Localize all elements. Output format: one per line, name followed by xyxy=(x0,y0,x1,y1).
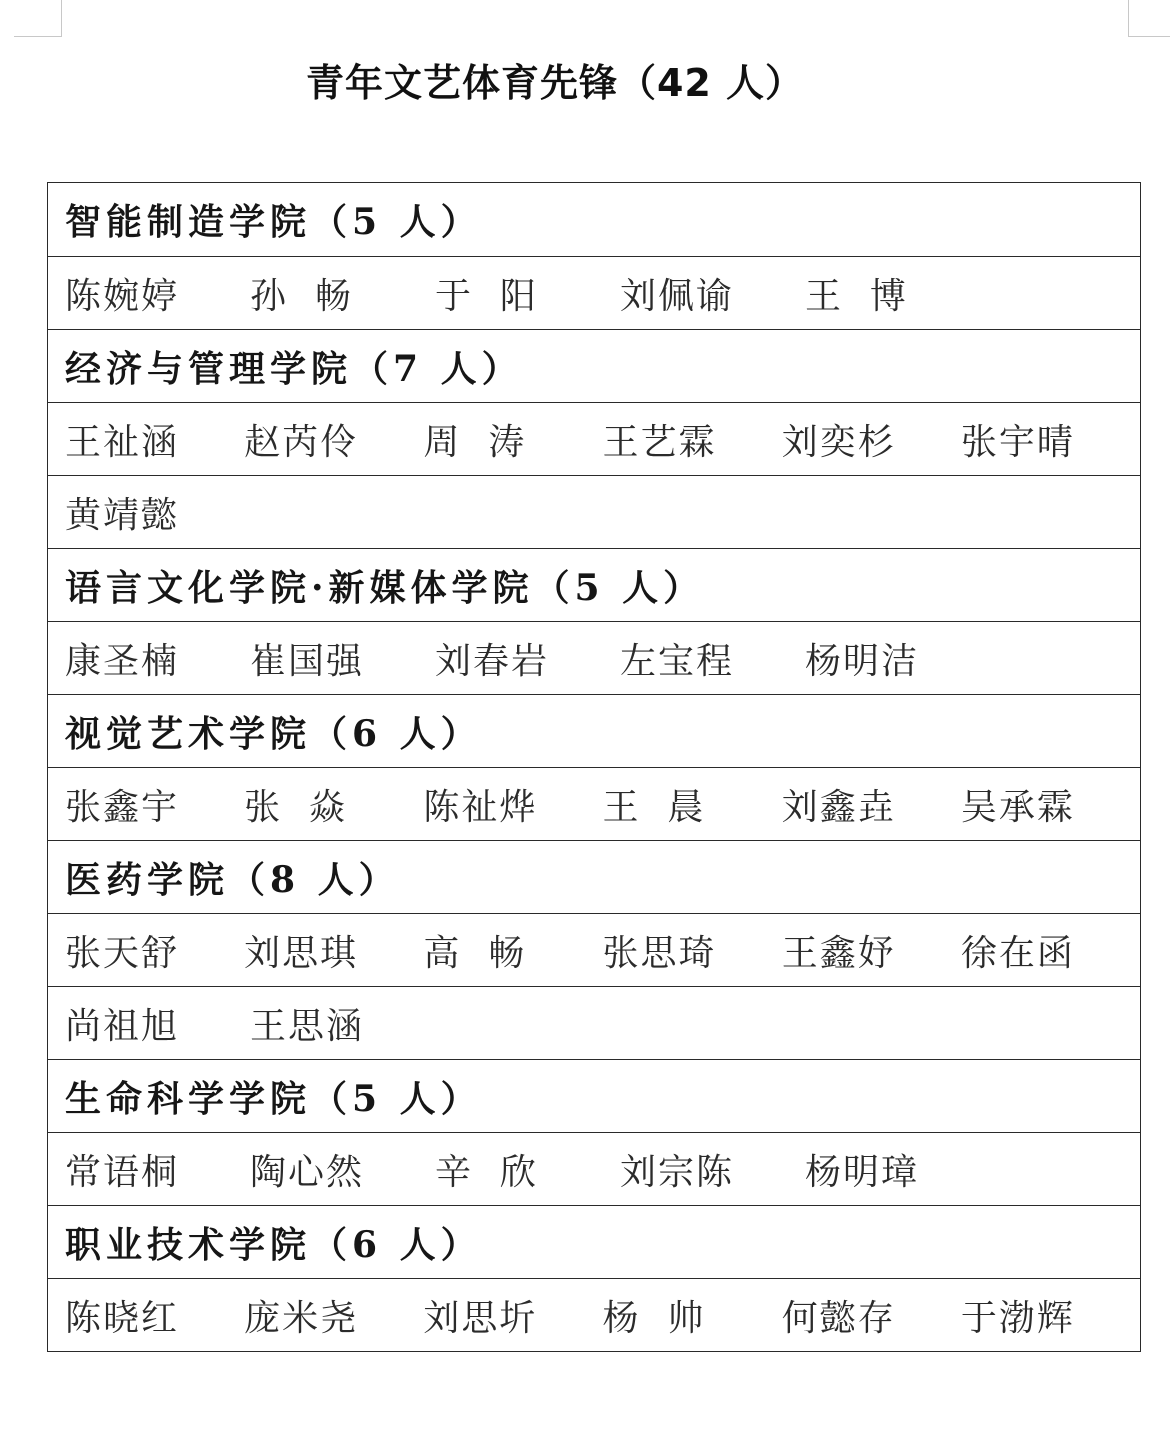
student-name: 王 晨 xyxy=(602,786,706,828)
student-name: 徐在函 xyxy=(960,932,1075,974)
honor-list-table xyxy=(47,182,1141,1352)
student-name: 刘鑫垚 xyxy=(781,786,896,828)
student-name: 高 畅 xyxy=(423,932,527,974)
student-name: 刘思琪 xyxy=(244,932,359,974)
student-name: 张天舒 xyxy=(65,932,180,974)
names-row xyxy=(48,986,1140,1059)
student-name: 张宇晴 xyxy=(960,421,1075,463)
student-name: 刘宗陈 xyxy=(620,1151,735,1193)
student-name: 陶心然 xyxy=(250,1151,365,1193)
crop-mark-top-left xyxy=(14,0,62,37)
college-header-row xyxy=(48,1205,1140,1278)
student-name: 刘奕杉 xyxy=(781,421,896,463)
student-name: 于渤辉 xyxy=(960,1297,1075,1339)
student-name: 陈婉婷 xyxy=(65,275,180,317)
student-name: 陈祉烨 xyxy=(423,786,538,828)
student-name: 杨明洁 xyxy=(805,640,920,682)
names-row xyxy=(48,402,1140,475)
names-row xyxy=(48,475,1140,548)
names-row xyxy=(48,913,1140,986)
college-header-row xyxy=(48,840,1140,913)
student-name: 崔国强 xyxy=(250,640,365,682)
student-name: 王祉涵 xyxy=(65,421,180,463)
student-name: 何懿存 xyxy=(781,1297,896,1339)
crop-mark-top-right xyxy=(1128,0,1170,37)
student-name: 刘佩谕 xyxy=(620,275,735,317)
college-header-row xyxy=(48,183,1140,256)
student-name: 陈晓红 xyxy=(65,1297,180,1339)
college-header-row xyxy=(48,329,1140,402)
college-name: 医药学院（8 人） xyxy=(65,858,400,901)
student-name: 康圣楠 xyxy=(65,640,180,682)
college-header-row xyxy=(48,694,1140,767)
college-name: 智能制造学院（5 人） xyxy=(65,201,482,243)
college-name: 生命科学学院（5 人） xyxy=(65,1077,482,1120)
names-row xyxy=(48,767,1140,840)
student-name: 张思琦 xyxy=(602,932,717,974)
college-name: 经济与管理学院（7 人） xyxy=(65,347,523,390)
student-name: 王思涵 xyxy=(250,1005,365,1047)
student-name: 于 阳 xyxy=(435,275,538,317)
student-name: 杨 帅 xyxy=(602,1297,706,1339)
student-name: 孙 畅 xyxy=(250,275,353,317)
student-name: 辛 欣 xyxy=(435,1151,538,1193)
college-header-row xyxy=(48,548,1140,621)
student-name: 黄靖懿 xyxy=(65,494,180,536)
college-header-row xyxy=(48,1059,1140,1132)
student-name: 吴承霖 xyxy=(960,786,1075,828)
student-name: 王艺霖 xyxy=(602,421,717,463)
student-name: 左宝程 xyxy=(620,640,735,682)
names-row xyxy=(48,1132,1140,1205)
names-row xyxy=(48,1278,1140,1351)
college-name: 语言文化学院·新媒体学院（5 人） xyxy=(65,566,705,609)
student-name: 刘思圻 xyxy=(423,1297,538,1339)
student-name: 杨明璋 xyxy=(805,1151,920,1193)
student-name: 尚祖旭 xyxy=(65,1005,180,1047)
college-name: 职业技术学院（6 人） xyxy=(65,1223,482,1266)
student-name: 刘春岩 xyxy=(435,640,550,682)
student-name: 周 涛 xyxy=(423,421,527,463)
names-row xyxy=(48,256,1140,329)
student-name: 庞米尧 xyxy=(244,1297,359,1339)
student-name: 张鑫宇 xyxy=(65,786,180,828)
student-name: 常语桐 xyxy=(65,1151,180,1193)
student-name: 王 博 xyxy=(805,275,908,317)
page-title: 青年文艺体育先锋（42 人） xyxy=(305,61,805,105)
student-name: 王鑫妤 xyxy=(781,932,896,974)
student-name: 赵芮伶 xyxy=(244,421,359,463)
names-row xyxy=(48,621,1140,694)
college-name: 视觉艺术学院（6 人） xyxy=(65,712,482,755)
student-name: 张 焱 xyxy=(244,786,348,828)
